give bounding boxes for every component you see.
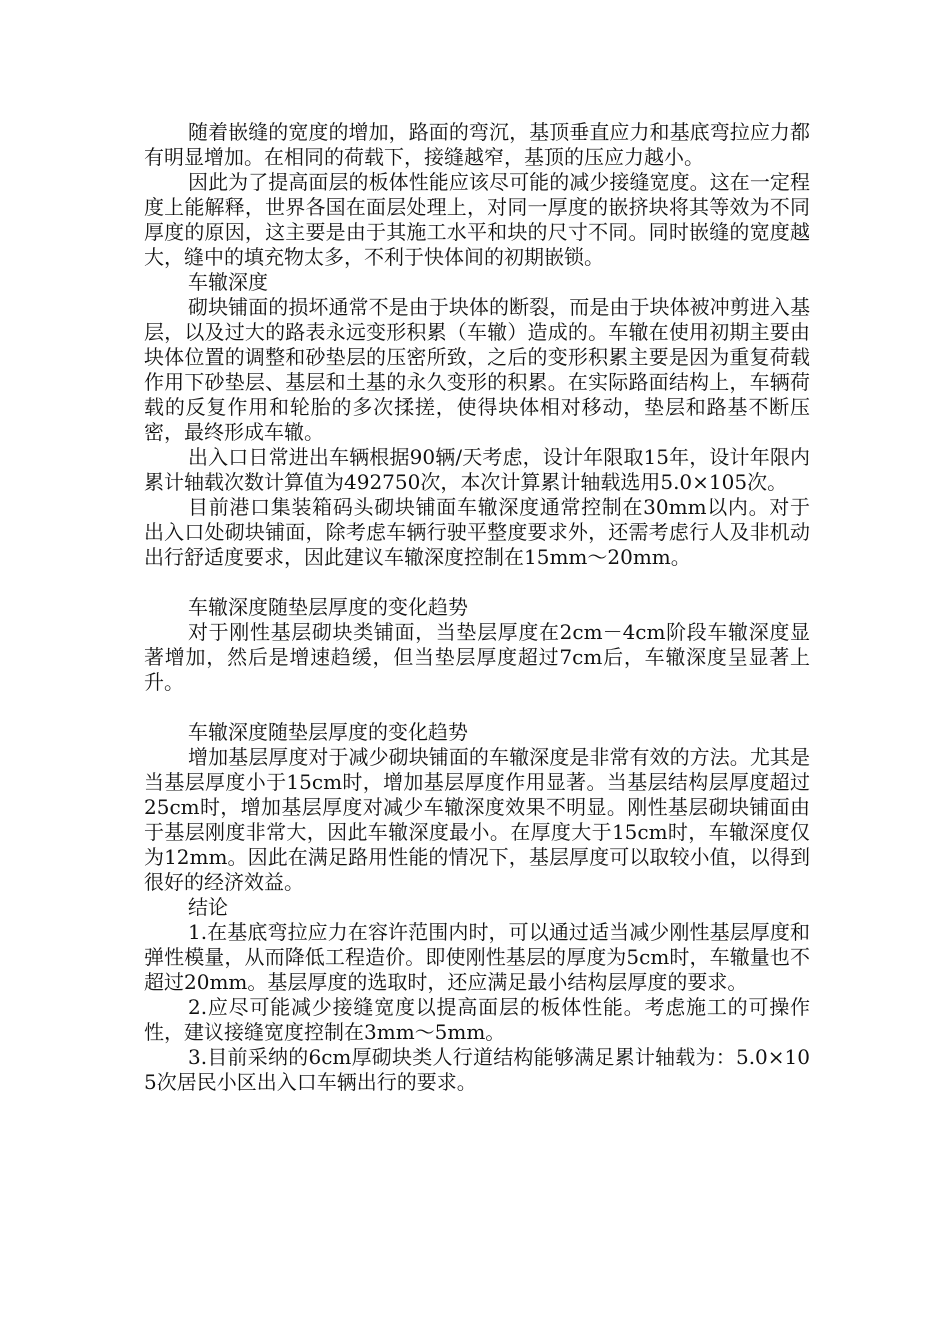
heading-rut-vs-cushion-1: 车辙深度随垫层厚度的变化趋势 xyxy=(188,595,468,619)
paragraph-rut-vs-cushion: 对于刚性基层砌块类铺面，当垫层厚度在2cm－4cm阶段车辙深度显著增加，然后是增速趋缓，但当垫层厚度超过7cm后，车辙深度呈显著上升。 xyxy=(144,620,810,694)
blank-line-1 xyxy=(144,570,810,595)
document-body xyxy=(144,120,810,1095)
paragraph-joint-width-effect: 随着嵌缝的宽度的增加，路面的弯沉，基顶垂直应力和基底弯拉应力都有明显增加。在相同的荷载下，接缝越窄，基顶的压应力越小。 xyxy=(144,120,810,169)
paragraph-rut-cause: 砌块铺面的损坏通常不是由于块体的断裂，而是由于块体被冲剪进入基层，以及过大的路表永远变形积累（车辙）造成的。车辙在使用初期主要由块体位置的调整和砂垫层的压密所致，之后的变形积累主要是因为重复荷载作用下砂垫层、基层和土基的永久变形的积累。在实际路面结构上，车辆荷载的反复作用和轮胎的多次揉搓，使得块体相对移动，垫层和路基不断压密，最终形成车辙。 xyxy=(144,295,810,444)
heading-conclusion: 结论 xyxy=(188,895,228,919)
paragraph-rut-control: 目前港口集装箱码头砌块铺面车辙深度通常控制在30mm以内。对于出入口处砌块铺面，除考虑车辆行驶平整度要求外，还需考虑行人及非机动出行舒适度要求，因此建议车辙深度控制在15mm～20mm。 xyxy=(144,495,810,569)
paragraph-conclusion-2: 2.应尽可能减少接缝宽度以提高面层的板体性能。考虑施工的可操作性，建议接缝宽度控制在3mm～5mm。 xyxy=(144,995,810,1044)
paragraph-traffic-volume: 出入口日常进出车辆根据90辆/天考虑，设计年限取15年，设计年限内累计轴载次数计算值为492750次，本次计算累计轴载选用5.0×105次。 xyxy=(144,445,810,494)
paragraph-base-thickness: 增加基层厚度对于减少砌块铺面的车辙深度是非常有效的方法。尤其是当基层厚度小于15cm时，增加基层厚度作用显著。当基层结构层厚度超过25cm时，增加基层厚度对减少车辙深度效果不明显。刚性基层砌块铺面由于基层刚度非常大，因此车辙深度最小。在厚度大于15cm时，车辙深度仅为12mm。因此在满足路用性能的情况下，基层厚度可以取较小值，以得到很好的经济效益。 xyxy=(144,745,810,894)
paragraph-conclusion-1: 1.在基底弯拉应力在容许范围内时，可以通过适当减少刚性基层厚度和弹性模量，从而降低工程造价。即使刚性基层的厚度为5cm时，车辙量也不超过20mm。基层厚度的选取时，还应满足最小结构层厚度的要求。 xyxy=(144,920,810,994)
paragraph-conclusion-3: 3.目前采纳的6cm厚砌块类人行道结构能够满足累计轴载为：5.0×105次居民小区出入口车辆出行的要求。 xyxy=(144,1045,810,1094)
blank-line-2 xyxy=(144,695,810,720)
heading-rut-depth: 车辙深度 xyxy=(188,270,268,294)
paragraph-reduce-joint-width: 因此为了提高面层的板体性能应该尽可能的减少接缝宽度。这在一定程度上能解释，世界各国在面层处理上，对同一厚度的嵌挤块将其等效为不同厚度的原因，这主要是由于其施工水平和块的尺寸不同。同时嵌缝的宽度越大，缝中的填充物太多，不利于快体间的初期嵌锁。 xyxy=(144,170,810,269)
heading-rut-vs-cushion-2: 车辙深度随垫层厚度的变化趋势 xyxy=(188,720,468,744)
